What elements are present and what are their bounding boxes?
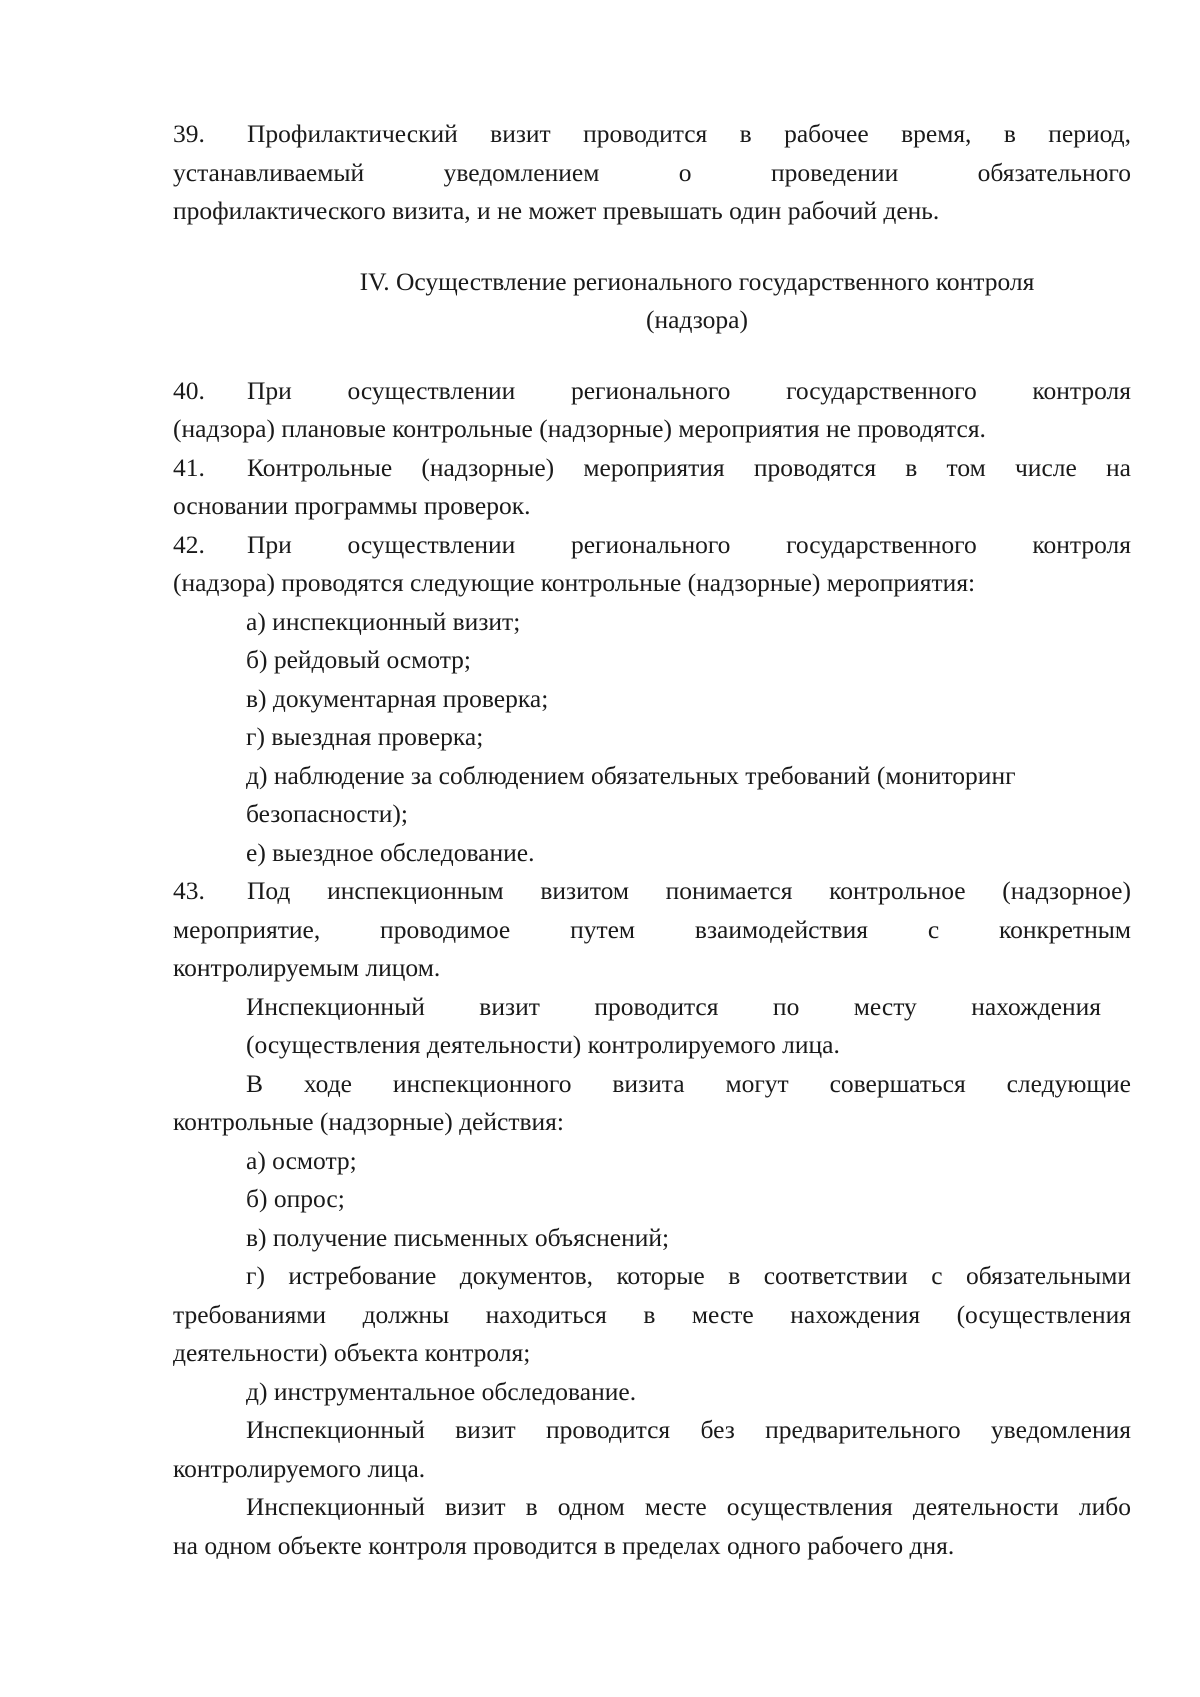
list-item: б) рейдовый осмотр; [246,645,472,674]
visit-place-line-1: Инспекционный визит проводится по месту нахождения [246,991,1101,1021]
paragraph-text: Профилактический визит проводится в рабочее время, в период, [247,119,1131,148]
section-heading-line-2: (надзора) [646,305,748,334]
paragraph-43-line-3: контролируемым лицом. [173,953,441,982]
list-item: а) инспекционный визит; [246,606,521,636]
visit-actions-line-1: В ходе инспекционного визита могут совершаться следующие [246,1068,1131,1098]
list-item: д) инструментальное обследование. [246,1376,637,1406]
list-item: в) документарная проверка; [246,683,549,713]
paragraph-39-line-1 [173,115,1131,154]
paragraph-42-line-2: (надзора) проводятся следующие контрольные (надзорные) мероприятия: [173,568,976,597]
list-item: е) выездное обследование. [246,837,535,867]
paragraph-43-line-2: мероприятие, проводимое путем взаимодействия с конкретным [173,914,1131,944]
list-item: б) опрос; [246,1184,345,1213]
paragraph-number: 39. [173,119,205,148]
paragraph-40-line-2: (надзора) плановые контрольные (надзорные) мероприятия не проводятся. [173,414,986,443]
paragraph-number: 43. [173,876,205,905]
paragraph-text: Под инспекционным визитом понимается контрольное (надзорное) [247,876,1131,905]
action-g-line-2: требованиями должны находиться в месте нахождения (осуществления [173,1299,1131,1329]
paragraph-number: 42. [173,529,205,559]
action-g-line-3: деятельности) объекта контроля; [173,1338,531,1367]
list-item: а) осмотр; [246,1145,357,1175]
visit-duration-line-2: на одном объекте контроля проводится в пределах одного рабочего дня. [173,1530,955,1560]
paragraph-text: При осуществлении регионального государственного контроля [247,375,1131,405]
document-body [173,115,1131,1565]
visit-notice-line-2: контролируемого лица. [173,1453,426,1483]
paragraph-number: 40. [173,375,205,405]
paragraph-number: 41. [173,452,205,482]
paragraph-text: Контрольные (надзорные) мероприятия проводятся в том числе на [247,452,1131,482]
list-item: безопасности); [246,799,408,828]
paragraph-42-line-1 [173,526,1131,565]
list-item: г) выездная проверка; [246,722,484,751]
paragraph-text: При осуществлении регионального государственного контроля [247,529,1131,559]
paragraph-41-line-2: основании программы проверок. [173,491,531,520]
section-heading-line-1: IV. Осуществление регионального государственного контроля [359,266,1035,296]
visit-place-line-2: (осуществления деятельности) контролируемого лица. [246,1030,840,1059]
paragraph-39-line-2: устанавливаемый уведомлением о проведении обязательного [173,157,1131,187]
list-item: д) наблюдение за соблюдением обязательных требований (мониторинг [246,760,1016,790]
paragraph-40-line-1 [173,372,1131,411]
list-item: в) получение письменных объяснений; [246,1222,670,1252]
action-g-line-1: г) истребование документов, которые в соответствии с обязательными [246,1261,1131,1290]
paragraph-39-line-3: профилактического визита, и не может превышать один рабочий день. [173,196,940,225]
visit-notice-line-1: Инспекционный визит проводится без предварительного уведомления [246,1415,1131,1444]
visit-actions-line-2: контрольные (надзорные) действия: [173,1107,564,1136]
paragraph-41-line-1 [173,449,1131,488]
paragraph-43-line-1 [173,872,1131,911]
visit-duration-line-1: Инспекционный визит в одном месте осуществления деятельности либо [246,1492,1131,1521]
